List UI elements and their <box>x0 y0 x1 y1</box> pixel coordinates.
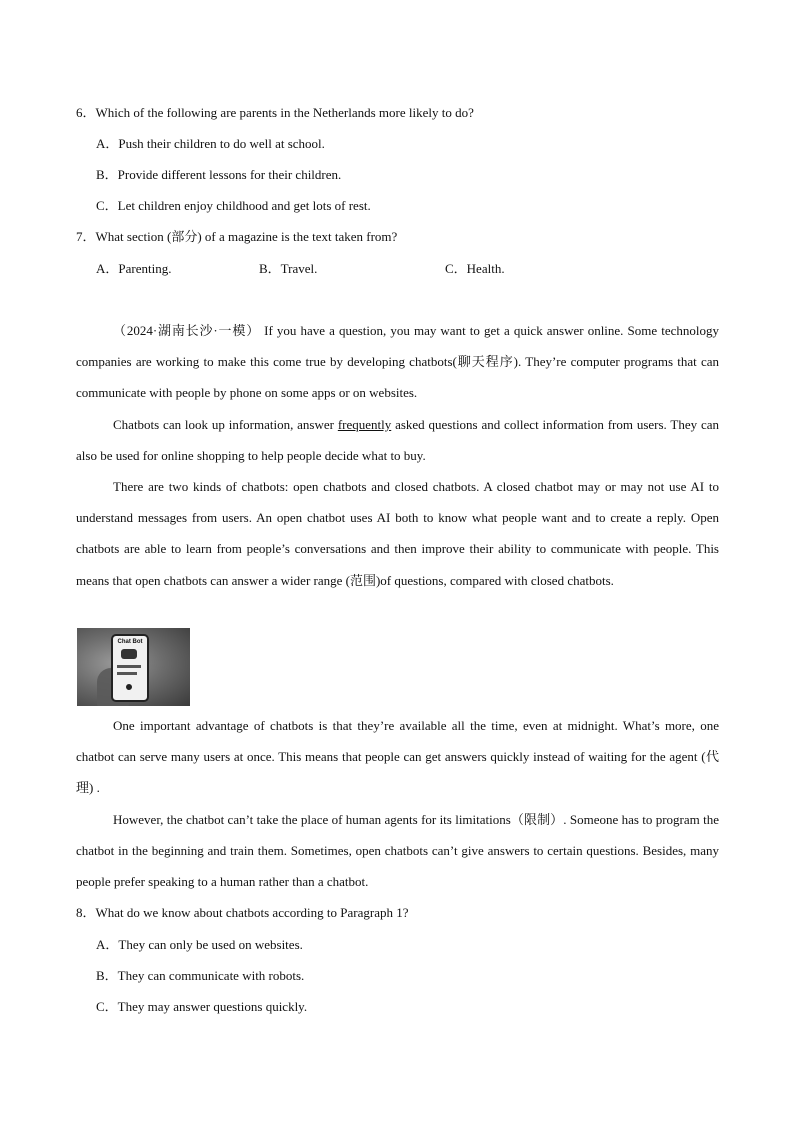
passage-paragraph-1: （2024·湖南长沙·一模） If you have a question, you may want to get a quick answer online. Some technology companies are working to make this come true by developing chatbots(聊天程序). They’re computer programs that can communicate with people by phone on some apps or on websites. <box>76 323 719 401</box>
option-c <box>96 999 307 1015</box>
option-letter: B． <box>96 968 118 983</box>
option-text: Parenting. <box>118 261 172 276</box>
mic-icon <box>126 684 132 690</box>
option-a <box>96 937 303 953</box>
option-letter: B． <box>96 167 118 182</box>
phone-shape <box>111 634 149 702</box>
question-8 <box>76 905 409 921</box>
option-c <box>445 261 505 277</box>
option-c <box>96 198 371 214</box>
image-label: Chat Bot <box>117 639 143 645</box>
option-letter: A． <box>96 937 119 952</box>
chatbot-phone-image <box>77 628 190 706</box>
option-a <box>96 261 171 277</box>
question-number: 8． <box>76 905 96 920</box>
question-number: 7． <box>76 229 96 244</box>
option-text: Health. <box>466 261 505 276</box>
option-b <box>259 261 317 277</box>
passage-paragraph-4: One important advantage of chatbots is that they’re available all the time, even at midnight. What’s more, one chatbot can serve many users at once. This means that people can get answers quickly instead of waiting for the agent (代理) . <box>76 718 719 796</box>
option-text: Let children enjoy childhood and get lots of rest. <box>117 198 371 213</box>
underlined-word: frequently <box>337 417 392 432</box>
text-line <box>117 665 141 668</box>
option-letter: A． <box>96 136 119 151</box>
option-b <box>96 167 341 183</box>
question-text: What section (部分) of a magazine is the text taken from? <box>95 229 398 244</box>
passage-paragraph-5: However, the chatbot can’t take the place of human agents for its limitations（限制）. Someone has to program the chatbot in the beginning and train them. Sometimes, open chatbots can’t give answers to certain questions. Besides, many people prefer speaking to a human rather than a chatbot. <box>76 812 719 890</box>
option-text: Travel. <box>280 261 318 276</box>
option-text: Push their children to do well at school. <box>118 136 325 151</box>
question-number: 6． <box>76 105 96 120</box>
paragraph-text: Chatbots can look up information, answer <box>113 417 338 432</box>
question-text: Which of the following are parents in the Netherlands more likely to do? <box>95 105 474 120</box>
option-text: They can only be used on websites. <box>118 937 303 952</box>
passage-paragraph-2 <box>76 409 719 471</box>
option-a <box>96 136 325 152</box>
question-6 <box>76 105 474 121</box>
option-letter: B． <box>259 261 281 276</box>
option-letter: C． <box>96 999 118 1014</box>
question-text: What do we know about chatbots according to Paragraph 1? <box>95 905 409 920</box>
passage-paragraph-3: There are two kinds of chatbots: open chatbots and closed chatbots. A closed chatbot may or may not use AI to understand messages from users. An open chatbot uses AI both to know what people want and to create a reply. Open chatbots are able to learn from people’s conversations and then improve their ability to communicate with people. This means that open chatbots can answer a wider range (范围)of questions, compared with closed chatbots. <box>76 479 719 588</box>
text-line <box>117 672 137 675</box>
option-letter: C． <box>96 198 118 213</box>
question-7 <box>76 229 397 245</box>
option-text: Provide different lessons for their children. <box>117 167 342 182</box>
chat-bubble-icon <box>121 649 137 659</box>
option-text: They can communicate with robots. <box>117 968 305 983</box>
option-b <box>96 968 304 984</box>
paragraph-text: asked questions and collect information from users. They can also be used for online shopping to help people decide what to buy. <box>76 417 719 464</box>
option-letter: C． <box>445 261 467 276</box>
option-text: They may answer questions quickly. <box>117 999 308 1014</box>
option-letter: A． <box>96 261 119 276</box>
